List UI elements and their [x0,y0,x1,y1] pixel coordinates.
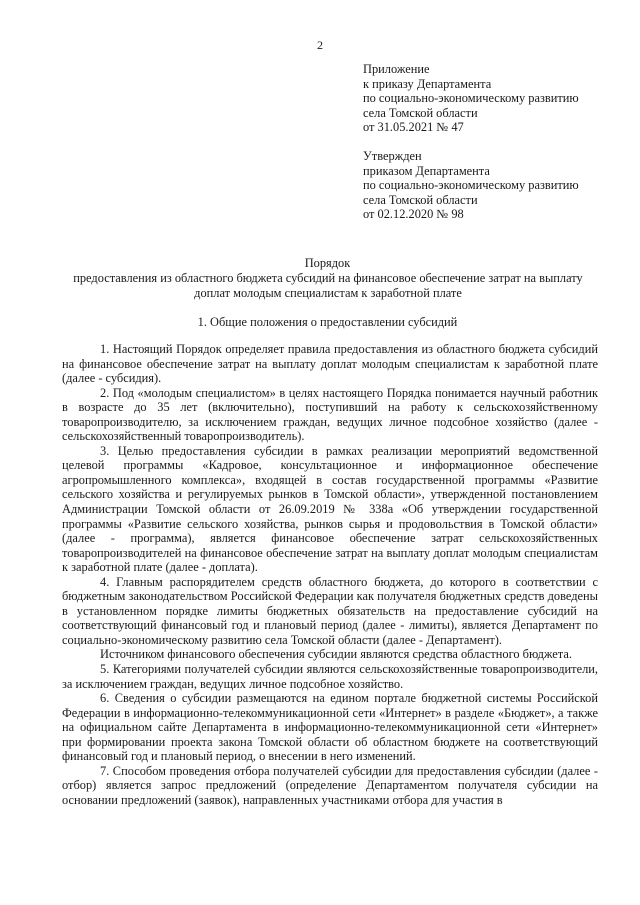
document-title: Порядок [304,256,351,270]
approved-line: от 02.12.2020 № 98 [363,207,464,221]
paragraph: 7. Способом проведения отбора получателей субсидии для предоставления субсидии (далее - отбор) является запрос предложений (определение Департаментом получателя субсидии на основании предложений (заявок), направленных участниками отбора для участия в [62,763,598,807]
paragraph: 6. Сведения о субсидии размещаются на едином портале бюджетной системы Российской Федерации в информационно-телекоммуникационной сети «Интернет» в разделе «Бюджет», а также на официальном сайте Департамента в информационно-телекоммуникационной сети «Интернет» при формировании проекта закона Томской области об областном бюджете на соответствующий финансовый год и плановый период, о внесении в него изменений. [62,691,598,764]
appendix-line: села Томской области [363,105,478,120]
appendix-block [363,62,613,135]
paragraph: 5. Категориями получателей субсидии являются сельскохозяйственные товаропроизводители, за исключением граждан, ведущих личное подсобное хозяйство. [62,662,598,691]
paragraph: 4. Главным распорядителем средств областного бюджета, до которого в соответствии с бюджетным законодательством Российской Федерации как получателя бюджетных средств доведены в установленном порядке лимиты бюджетных обязательств на предоставление субсидий на соответствующий финансовый год и плановый период (далее - лимиты), является Департамент по социально-экономическому развитию села Томской области (далее - Департамент). [62,574,598,647]
paragraph: 1. Настоящий Порядок определяет правила предоставления из областного бюджета субсидий на финансовое обеспечение затрат на выплату доплат молодым специалистам к заработной плате (далее - субсидия). [62,342,598,386]
document-body [62,342,598,808]
appendix-line: к приказу Департамента [363,76,492,91]
approved-line: приказом Департамента [363,163,490,178]
paragraph: Источником финансового обеспечения субсидии являются средства областного бюджета. [100,647,572,662]
appendix-line: Приложение [363,62,430,76]
page-number: 2 [317,38,323,52]
paragraph: 3. Целью предоставления субсидии в рамках реализации мероприятий ведомственной целевой программы «Кадровое, консультационное и информационное обеспечение агропромышленного комплекса», входящей в состав государственной программы «Развитие сельского хозяйства и регулируемых рынков в Томской области», утвержденной постановлением Администрации Томской области от 26.09.2019 № 338а «Об утверждении государственной программы «Развитие сельского хозяйства, рынков сырья и продовольствия в Томской области» (далее - программа), является финансовое обеспечение затрат сельскохозяйственных товаропроизводителей на финансовое обеспечение затрат на выплату доплат молодым специалистам к заработной плате (далее - доплата). [62,443,598,575]
document-subtitle: предоставления из областного бюджета субсидий на финансовое обеспечение затрат на выплату доплат молодым специалистам к заработной плате [73,271,583,300]
approved-line: по социально-экономическому развитию [363,178,579,192]
approved-line: Утвержден [363,149,422,163]
approved-block [363,149,613,222]
section-heading: 1. Общие положения о предоставлении субсидий [197,315,458,329]
appendix-line: от 31.05.2021 № 47 [363,120,464,134]
appendix-line: по социально-экономическому развитию [363,91,579,105]
approved-line: села Томской области [363,192,478,207]
paragraph: 2. Под «молодым специалистом» в целях настоящего Порядка понимается научный работник в возрасте до 35 лет (включительно), поступивший на работу к сельскохозяйственному товаропроизводителю, за исключением граждан, ведущих личное подсобное хозяйство (далее - сельскохозяйственный товаропроизводитель). [62,385,598,444]
